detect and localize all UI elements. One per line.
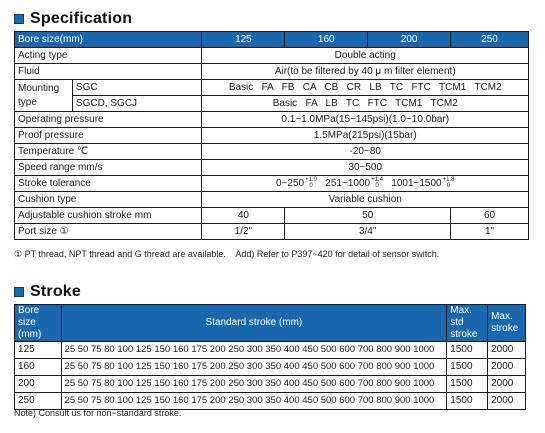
stroke-bore-cell: 200 [15,376,62,393]
cushion-type-value: Variable cushion [202,192,529,208]
table-row [15,393,526,410]
temperature-row [15,144,529,160]
specification-heading [14,10,132,28]
stroke-max-std-cell: 1500 [447,393,488,410]
tolerance-range-2 [325,177,383,190]
speed-range-value: 30~500 [202,160,529,176]
stroke-max-std-header: Max. std stroke [447,305,488,342]
mounting-row-sgcd [15,96,529,112]
speed-range-row [15,160,529,176]
cushion-type-label: Cushion type [15,192,202,208]
stroke-header-row [15,305,526,342]
fluid-value: Air(to be filtered by 40 μ m filter element) [202,64,529,80]
temperature-value: -20~80 [202,144,529,160]
spec-footnote: ① PT thread, NPT thread and G thread are available. Add) Refer to P397~420 for detail of sensor switch. [14,249,440,259]
stroke-max-header: Max. stroke [488,305,526,342]
bore-160-header: 160 [285,32,368,48]
specification-table [14,31,529,240]
table-row [15,342,526,359]
table-row [15,359,526,376]
operating-pressure-row [15,112,529,128]
stroke-max-std-cell: 1500 [447,376,488,393]
acting-type-row [15,48,529,64]
mounting-type-label: Mounting type [15,80,73,112]
tolerance-range-3-lower: 0 [446,183,451,190]
port-size-125: 1/2" [202,224,285,240]
stroke-bore-cell: 160 [15,359,62,376]
stroke-max-std-cell: 1500 [447,342,488,359]
mounting-row-sgc [15,80,529,96]
stroke-values-cell: 25 50 75 80 100 125 150 160 175 200 250 300 350 400 450 500 600 700 800 900 1000 [61,393,447,410]
stroke-max-cell: 2000 [488,393,526,410]
bore-size-header: Bore size(mm) [15,32,202,48]
stroke-bore-header: Bore size (mm) [15,305,62,342]
stroke-max-cell: 2000 [488,359,526,376]
bore-125-header: 125 [202,32,285,48]
operating-pressure-value: 0.1~1.0MPa(15~145psi)(1.0~10.0bar) [202,112,529,128]
acting-type-label: Acting type [15,48,202,64]
mounting-model-sgc: SGC [72,80,202,96]
fluid-label: Fluid [15,64,202,80]
stroke-values-cell: 25 50 75 80 100 125 150 160 175 200 250 300 350 400 450 500 600 700 800 900 1000 [61,359,447,376]
bore-250-header: 250 [451,32,529,48]
bore-200-header: 200 [368,32,451,48]
stroke-max-cell: 2000 [488,376,526,393]
tolerance-range-2-lower: 0 [375,183,379,190]
stroke-max-cell: 2000 [488,342,526,359]
stroke-footnote: Note) Consult us for non−standard stroke. [14,408,182,418]
acting-type-value: Double acting [202,48,529,64]
stroke-values-cell: 25 50 75 80 100 125 150 160 175 200 250 300 350 400 450 500 600 700 800 900 1000 [61,376,447,393]
adjustable-cushion-250: 60 [451,208,529,224]
stroke-max-std-cell: 1500 [447,359,488,376]
stroke-bore-cell: 250 [15,393,62,410]
proof-pressure-label: Proof pressure [15,128,202,144]
stroke-values-cell: 25 50 75 80 100 125 150 160 175 200 250 300 350 400 450 500 600 700 800 900 1000 [61,342,447,359]
stroke-table [14,304,526,410]
stroke-bore-cell: 125 [15,342,62,359]
adjustable-cushion-125: 40 [202,208,285,224]
spec-header-row [15,32,529,48]
speed-range-label: Speed range mm/s [15,160,202,176]
operating-pressure-label: Operating pressure [15,112,202,128]
tolerance-range-1-lower: 0 [309,183,313,190]
mounting-options-sgcd: Basic FA LB TC FTC TCM1 TCM2 [202,96,529,112]
tolerance-range-2-text: 251~1000 [325,178,371,189]
mounting-model-sgcd: SGCD, SGCJ [72,96,202,112]
temperature-label: Temperature ℃ [15,144,202,160]
tolerance-range-3-text: 1001~1500 [391,178,442,189]
stroke-tolerance-label: Stroke tolerance [15,176,202,192]
tolerance-range-3-upper: +1.8 [442,177,455,184]
mounting-options-sgc: Basic FA FB CA CB CR LB TC FTC TCM1 TCM2 [202,80,529,96]
square-bullet-icon [14,287,24,297]
stroke-tolerance-row [15,176,529,192]
stroke-tolerance-value [202,176,529,192]
fluid-row [15,64,529,80]
adjustable-cushion-label: Adjustable cushion stroke mm [15,208,202,224]
table-row [15,376,526,393]
square-bullet-icon [14,14,24,24]
specification-title: Specification [30,10,133,27]
port-size-250: 1" [451,224,529,240]
proof-pressure-value: 1.5MPa(215psi)(15bar) [202,128,529,144]
tolerance-range-2-upper: +1.4 [371,177,383,184]
tolerance-range-3 [391,177,454,190]
port-size-row [15,224,529,240]
stroke-title: Stroke [30,283,81,300]
adjustable-cushion-row [15,208,529,224]
proof-pressure-row [15,128,529,144]
stroke-standard-header: Standard stroke (mm) [61,305,447,342]
tolerance-range-1 [276,177,317,190]
tolerance-range-1-upper: +1.0 [305,177,317,184]
cushion-type-row [15,192,529,208]
stroke-heading [14,283,81,301]
adjustable-cushion-160-200: 50 [285,208,451,224]
port-size-160-200: 3/4" [285,224,451,240]
tolerance-range-1-text: 0~250 [276,178,305,189]
port-size-label: Port size ① [15,224,202,240]
